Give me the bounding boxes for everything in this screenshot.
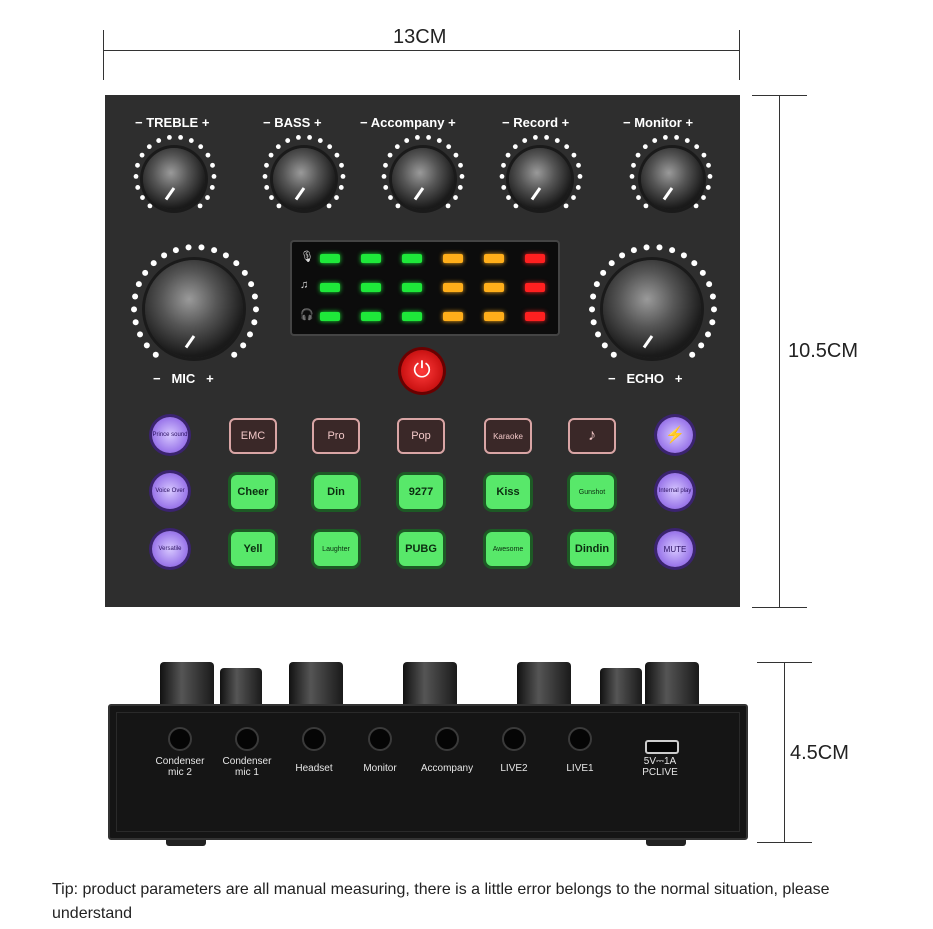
ring-dot: [619, 252, 625, 258]
level-led: [320, 283, 340, 292]
ring-dot: [458, 163, 463, 168]
ring-dot: [339, 163, 344, 168]
width-dimension-label: 13CM: [393, 26, 447, 48]
ring-dot: [446, 144, 451, 149]
ring-dot: [206, 153, 211, 158]
ring-dot: [395, 144, 400, 149]
ring-dot: [652, 138, 657, 143]
karaoke-button[interactable]: Karaoke: [484, 418, 532, 454]
ring-dot: [631, 247, 637, 253]
monitor-jack[interactable]: [368, 727, 392, 751]
echo-knob[interactable]: [603, 260, 701, 358]
ring-dot: [710, 293, 716, 299]
ring-dot: [544, 135, 549, 140]
ring-dot: [454, 153, 459, 158]
awesome-button[interactable]: Awesome: [486, 532, 530, 566]
treble-knob[interactable]: [143, 148, 205, 210]
rear-foot-right: [646, 840, 686, 846]
rear-knob-6: [600, 668, 642, 704]
ring-dot: [636, 195, 641, 200]
level-led: [484, 254, 504, 263]
ring-dot: [318, 138, 323, 143]
ring-dot: [133, 319, 139, 325]
height-dimension-tick-top: [752, 95, 807, 96]
ring-dot: [513, 144, 518, 149]
ring-dot: [210, 163, 215, 168]
ring-dot: [335, 153, 340, 158]
live2-jack[interactable]: [502, 727, 526, 751]
ring-dot: [136, 281, 142, 287]
ring-dot: [701, 195, 706, 200]
port-label-monitor: Monitor: [363, 763, 397, 774]
ring-dot: [506, 195, 511, 200]
ring-dot: [198, 244, 204, 250]
port-label-headset: Headset: [295, 763, 333, 774]
height-dimension-line: [779, 95, 780, 607]
ring-dot: [564, 144, 569, 149]
ring-dot: [663, 135, 668, 140]
width-dimension-tick-left: [103, 30, 104, 80]
ring-dot: [388, 195, 393, 200]
ring-dot: [134, 174, 139, 179]
ring-dot: [269, 153, 274, 158]
ring-dot: [276, 144, 281, 149]
ring-dot: [148, 203, 153, 208]
ring-dot: [388, 153, 393, 158]
height-dimension-tick-bottom: [752, 607, 807, 608]
ring-dot: [131, 306, 137, 312]
ring-dot: [339, 185, 344, 190]
ring-dot: [576, 163, 581, 168]
ring-dot: [212, 174, 217, 179]
level-led: [361, 283, 381, 292]
music-mode-button[interactable]: ♪: [568, 418, 616, 454]
ring-dot: [167, 135, 172, 140]
level-led: [320, 312, 340, 321]
ring-dot: [327, 144, 332, 149]
knob-pointer: [531, 187, 541, 200]
ring-dot: [156, 138, 161, 143]
ring-dot: [383, 163, 388, 168]
ring-dot: [694, 203, 699, 208]
ring-dot: [446, 203, 451, 208]
ring-dot: [140, 153, 145, 158]
rear-knob-7: [645, 662, 699, 704]
ring-dot: [589, 306, 595, 312]
condenser-mic-2-jack[interactable]: [168, 727, 192, 751]
depth-dimension-tick-bottom: [757, 842, 812, 843]
ring-dot: [211, 247, 217, 253]
ring-dot: [251, 319, 257, 325]
mic-knob[interactable]: [145, 260, 243, 358]
ring-dot: [240, 342, 246, 348]
depth-dimension-line: [784, 662, 785, 842]
lightning-button[interactable]: ⚡: [657, 417, 693, 453]
tip-text: Tip: product parameters are all manual measuring, there is a little error belongs to the normal situation, please understand: [52, 881, 830, 922]
ring-dot: [691, 260, 697, 266]
ring-dot: [576, 185, 581, 190]
port-label-usb: 5V⎓1A PCLIVE: [642, 756, 678, 778]
ring-dot: [590, 293, 596, 299]
pro-button[interactable]: Pro: [312, 418, 360, 454]
level-led: [525, 283, 545, 292]
ring-dot: [705, 331, 711, 337]
accompany-jack[interactable]: [435, 727, 459, 751]
ring-dot: [296, 135, 301, 140]
yell-button[interactable]: Yell: [231, 532, 275, 566]
ring-dot: [277, 203, 282, 208]
ring-dot: [242, 270, 248, 276]
ring-dot: [571, 195, 576, 200]
bass-label: − BASS +: [263, 115, 322, 130]
ring-dot: [382, 174, 387, 179]
ring-dot: [269, 195, 274, 200]
level-meter-display: [290, 240, 560, 336]
ring-dot: [630, 174, 635, 179]
echo-label: − ECHO +: [608, 371, 683, 386]
monitor-label: − Monitor +: [623, 115, 694, 130]
ring-dot: [264, 185, 269, 190]
ring-dot: [522, 138, 527, 143]
ring-dot: [396, 203, 401, 208]
treble-label: − TREBLE +: [135, 115, 210, 130]
level-led: [361, 312, 381, 321]
ring-dot: [706, 281, 712, 287]
level-led: [402, 254, 422, 263]
rear-knob-1: [160, 662, 214, 704]
level-led: [525, 254, 545, 263]
ring-dot: [595, 331, 601, 337]
ring-dot: [698, 342, 704, 348]
depth-dimension-tick-top: [757, 662, 812, 663]
knob-pointer: [165, 187, 175, 200]
power-button[interactable]: ⏻: [401, 350, 443, 392]
accompany-label: − Accompany +: [360, 115, 456, 130]
ring-dot: [307, 135, 312, 140]
headphone-icon: 🎧: [300, 309, 314, 321]
ring-dot: [706, 185, 711, 190]
rear-knob-5: [517, 662, 571, 704]
ring-dot: [137, 331, 143, 337]
ring-dot: [689, 352, 695, 358]
width-dimension-line: [103, 50, 740, 51]
ring-dot: [404, 138, 409, 143]
ring-dot: [611, 352, 617, 358]
ring-dot: [514, 203, 519, 208]
usb-port[interactable]: [645, 740, 679, 754]
level-led: [525, 312, 545, 321]
microphone-icon: 🎙: [300, 251, 314, 263]
ring-dot: [223, 252, 229, 258]
ring-dot: [178, 135, 183, 140]
port-label-live2: LIVE2: [500, 763, 528, 774]
ring-dot: [142, 270, 148, 276]
emc-button[interactable]: EMC: [229, 418, 277, 454]
ring-dot: [173, 247, 179, 253]
ring-dot: [453, 195, 458, 200]
pubg-button[interactable]: PUBG: [399, 532, 443, 566]
ring-dot: [264, 163, 269, 168]
ring-dot: [144, 342, 150, 348]
ring-dot: [501, 185, 506, 190]
top-control-panel: [105, 95, 740, 607]
level-led: [443, 312, 463, 321]
cheer-button[interactable]: Cheer: [231, 475, 275, 509]
ring-dot: [205, 195, 210, 200]
port-label-live1: LIVE1: [566, 763, 594, 774]
ring-dot: [252, 293, 258, 299]
port-label-condenser-mic-2: Condenser mic 2: [155, 756, 205, 778]
level-led: [484, 283, 504, 292]
level-led: [402, 283, 422, 292]
ring-dot: [151, 260, 157, 266]
ring-dot: [426, 135, 431, 140]
ring-dot: [327, 203, 332, 208]
ring-dot: [285, 138, 290, 143]
depth-dimension-label: 4.5CM: [790, 742, 849, 764]
level-led: [443, 254, 463, 263]
ring-dot: [198, 203, 203, 208]
din-button[interactable]: Din: [314, 475, 358, 509]
port-label-condenser-mic-1: Condenser mic 1: [222, 756, 272, 778]
ring-dot: [702, 153, 707, 158]
ring-dot: [198, 144, 203, 149]
ring-dot: [135, 185, 140, 190]
record-label: − Record +: [502, 115, 570, 130]
accompany-knob[interactable]: [392, 148, 454, 210]
music-icon: ♫: [300, 279, 309, 291]
ring-dot: [681, 252, 687, 258]
headset-jack[interactable]: [302, 727, 326, 751]
knob-pointer: [185, 335, 195, 348]
ring-dot: [708, 174, 713, 179]
ring-dot: [383, 185, 388, 190]
ring-dot: [248, 281, 254, 287]
rear-knob-2: [220, 668, 262, 704]
ring-dot: [709, 319, 715, 325]
live1-jack[interactable]: [568, 727, 592, 751]
laughter-button[interactable]: Laughter: [314, 532, 358, 566]
ring-dot: [233, 260, 239, 266]
ring-dot: [135, 163, 140, 168]
mic-label: − MIC +: [153, 371, 214, 386]
ring-dot: [685, 138, 690, 143]
ring-dot: [341, 174, 346, 179]
level-led: [320, 254, 340, 263]
ring-dot: [458, 185, 463, 190]
knob-pointer: [414, 187, 424, 200]
ring-dot: [415, 135, 420, 140]
ring-dot: [140, 195, 145, 200]
ring-dot: [132, 293, 138, 299]
rear-knob-3: [289, 662, 343, 704]
ring-dot: [437, 138, 442, 143]
ring-dot: [609, 260, 615, 266]
ring-dot: [506, 153, 511, 158]
ring-dot: [147, 144, 152, 149]
ring-dot: [631, 185, 636, 190]
internal-play-button[interactable]: Internal play: [657, 473, 693, 509]
height-dimension-label: 10.5CM: [788, 340, 859, 362]
ring-dot: [161, 252, 167, 258]
record-knob[interactable]: [509, 148, 571, 210]
ring-dot: [186, 244, 192, 250]
ring-dot: [711, 306, 717, 312]
ring-dot: [334, 195, 339, 200]
rear-foot-left: [166, 840, 206, 846]
monitor-knob[interactable]: [641, 148, 703, 210]
ring-dot: [644, 203, 649, 208]
ring-dot: [636, 153, 641, 158]
ring-dot: [656, 244, 662, 250]
ring-dot: [210, 185, 215, 190]
ring-dot: [700, 270, 706, 276]
versatile-button[interactable]: Versatile: [152, 531, 188, 567]
ring-dot: [669, 247, 675, 253]
width-dimension-tick-right: [739, 30, 740, 80]
ring-dot: [500, 174, 505, 179]
ring-dot: [644, 244, 650, 250]
rear-knob-4: [403, 662, 457, 704]
gunshot-button[interactable]: Gunshot: [570, 475, 614, 509]
ring-dot: [600, 270, 606, 276]
9277-button[interactable]: 9277: [399, 475, 443, 509]
ring-dot: [572, 153, 577, 158]
ring-dot: [460, 174, 465, 179]
ring-dot: [594, 281, 600, 287]
knob-pointer: [643, 335, 653, 348]
ring-dot: [189, 138, 194, 143]
ring-dot: [153, 352, 159, 358]
ring-dot: [555, 138, 560, 143]
level-led: [361, 254, 381, 263]
ring-dot: [533, 135, 538, 140]
kiss-button[interactable]: Kiss: [486, 475, 530, 509]
condenser-mic-1-jack[interactable]: [235, 727, 259, 751]
ring-dot: [247, 331, 253, 337]
ring-dot: [602, 342, 608, 348]
ring-dot: [501, 163, 506, 168]
ring-dot: [631, 163, 636, 168]
level-led: [443, 283, 463, 292]
knob-pointer: [295, 187, 305, 200]
ring-dot: [643, 144, 648, 149]
level-led: [402, 312, 422, 321]
level-led: [484, 312, 504, 321]
ring-dot: [706, 163, 711, 168]
ring-dot: [253, 306, 259, 312]
bass-knob[interactable]: [273, 148, 335, 210]
ring-dot: [674, 135, 679, 140]
prince-sound-button[interactable]: Prince sound: [152, 417, 188, 453]
mute-button[interactable]: MUTE: [657, 531, 693, 567]
pop-button[interactable]: Pop: [397, 418, 445, 454]
ring-dot: [591, 319, 597, 325]
knob-pointer: [663, 187, 673, 200]
voice-over-button[interactable]: Voice Over: [152, 473, 188, 509]
dindin-button[interactable]: Dindin: [570, 532, 614, 566]
port-label-accompany: Accompany: [420, 763, 474, 774]
ring-dot: [263, 174, 268, 179]
ring-dot: [694, 144, 699, 149]
ring-dot: [231, 352, 237, 358]
ring-dot: [578, 174, 583, 179]
ring-dot: [564, 203, 569, 208]
